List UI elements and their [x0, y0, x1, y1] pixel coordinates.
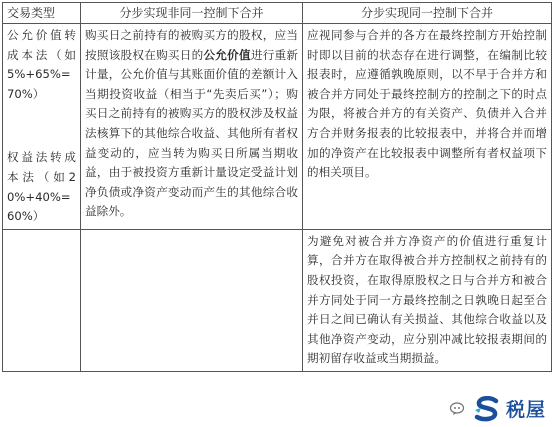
common-control-cell-1: 应视同参与合并的各方在最终控制方开始控制时即以目前的状态存在进行调整，在编制比较报表时，应遵循孰晚原则，以不早于合并方和被合并方同处于最终控制方的控制之下的时点为限，将被合并方的有关资产、负债并入合并方合并财务报表的比较报表中，并将合并而增加的净资产在比较报表中调整所有者权益项下的相关项目。 — [303, 24, 552, 230]
header-row — [3, 3, 552, 24]
non-common-control-cell — [81, 24, 303, 230]
header-non-common-control: 分步实现非同一控制下合并 — [81, 3, 303, 24]
shuiwu-s-logo-icon — [472, 396, 502, 422]
empty-cell-non-common — [81, 229, 303, 371]
watermark-text: 税屋 — [505, 399, 546, 421]
body-row-2 — [3, 229, 552, 371]
empty-cell-type — [3, 229, 81, 371]
body-row — [3, 24, 552, 230]
fair-value-bold: 公允价值 — [203, 47, 251, 62]
wechat-chat-icon — [450, 402, 468, 416]
type-fair-value-to-cost: 公允价值转成本法（如5%+65%=70%） — [7, 28, 76, 101]
watermark — [448, 394, 550, 423]
header-transaction-type: 交易类型 — [3, 3, 81, 24]
type-equity-to-cost: 权益法转成本法（如20%+40%=60%） — [7, 150, 76, 224]
header-common-control: 分步实现同一控制下合并 — [303, 3, 552, 24]
spacer — [7, 104, 76, 148]
common-control-cell-2: 为避免对被合并方净资产的价值进行重复计算，合并方在取得被合并方控制权之前持有的股权投资，在取得原股权之日与合并方和被合并方同处于同一方最终控制之日孰晚日起至合并日之间已确认有关损益、其他综合收益以及其他净资产变动，应分别冲减比较报表期间的期初留存收益或当期损益。 — [303, 229, 552, 371]
comparison-table — [2, 2, 552, 372]
transaction-type-cell — [3, 24, 81, 230]
non-common-text-a: 购买日之前持有的被购买方的股权，应当按照该股权在购买日的 — [85, 28, 298, 62]
non-common-text-c: 进行重新计量，公允价值与其账面价值的差额计入当期投资收益（相当于“先卖后买”）；购买日之前持有的被购买方的股权涉及权益法核算下的其他综合收益、其他所有者权益变动的，应当转为购买日所属当期收益，由于被投资方重新计量设定受益计划净负债或净资产变动而产生的其他综合收益除外。 — [85, 47, 298, 219]
